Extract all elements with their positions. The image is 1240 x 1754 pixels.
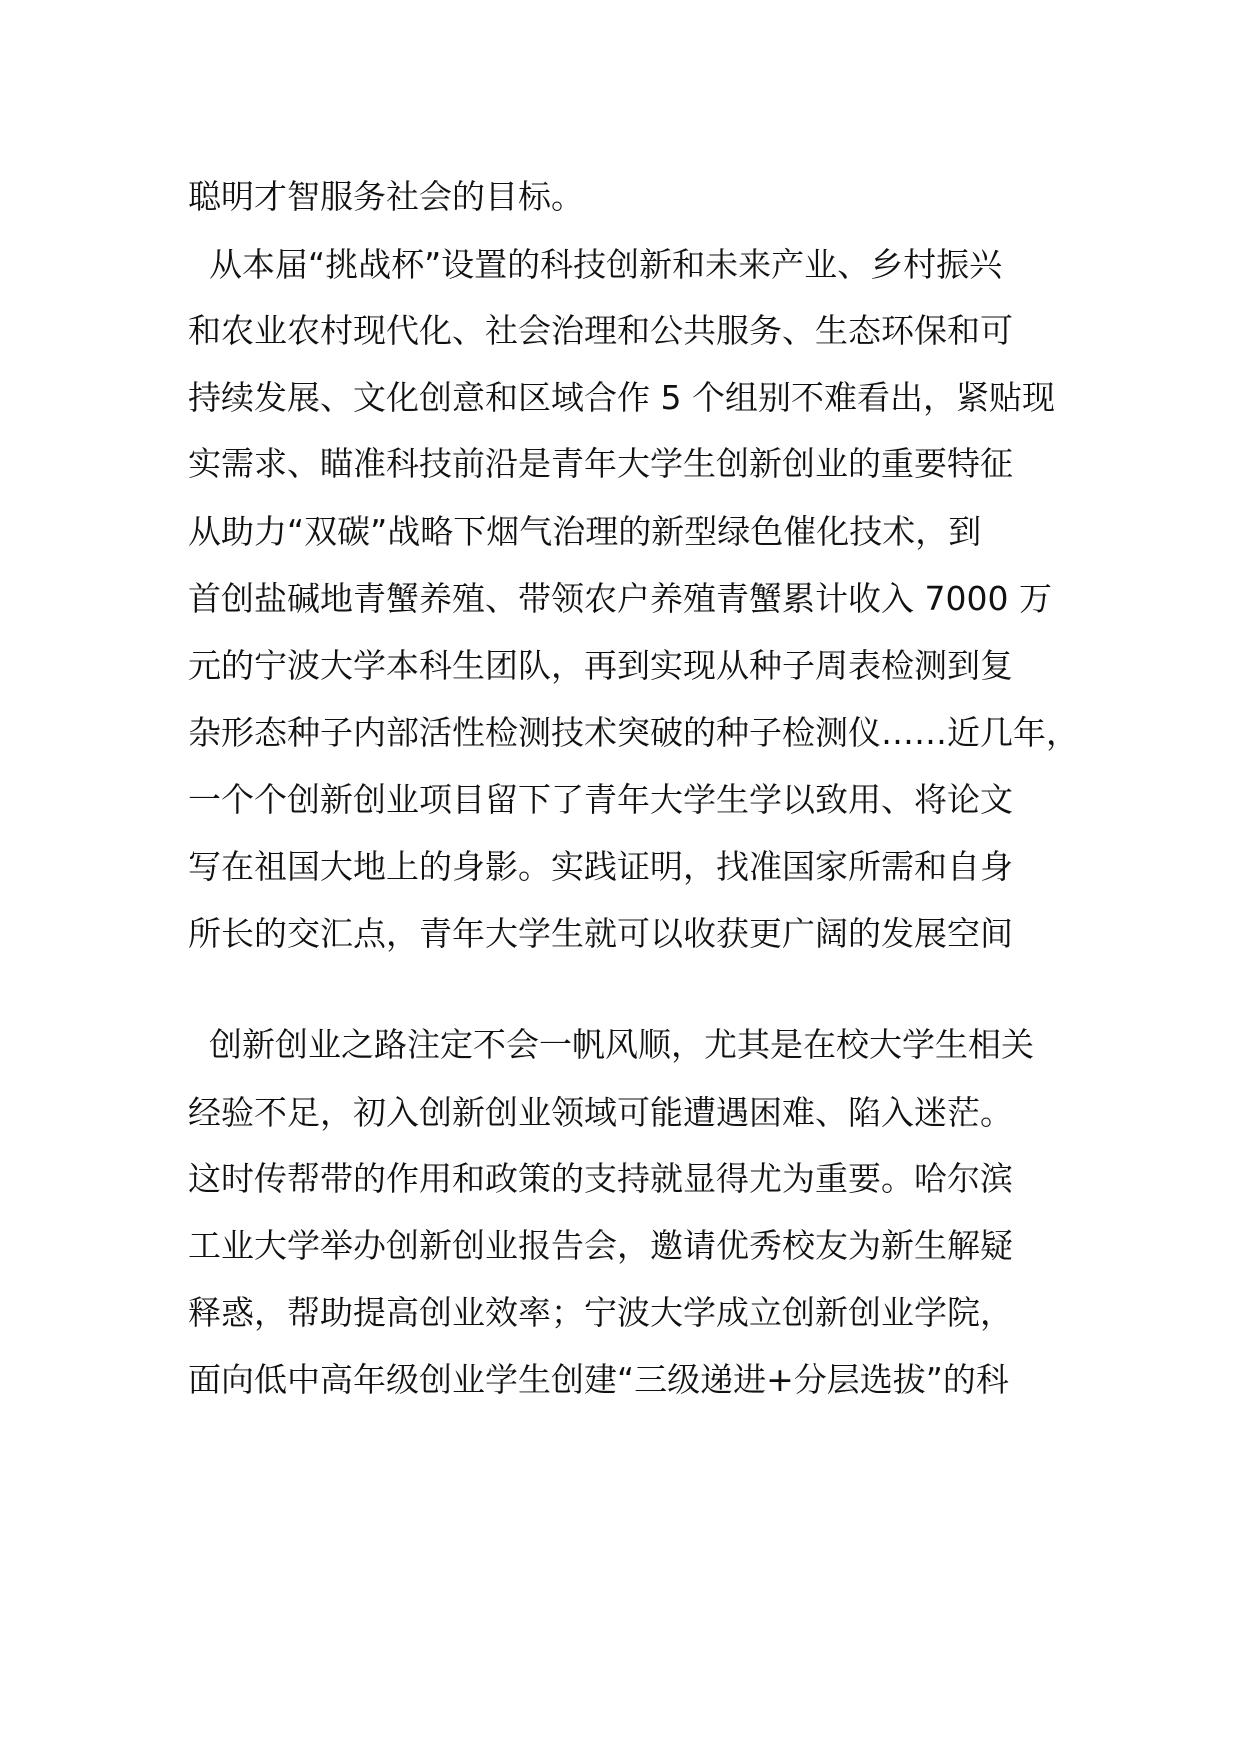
text-line: 首创盐碱地青蟹养殖、带领农户养殖青蟹累计收入 7000 万 <box>188 579 1052 618</box>
paragraph-start-line: 创新创业之路注定不会一帆风顺，尤其是在校大学生相关 <box>188 1025 1034 1064</box>
text-line: 这时传帮带的作用和政策的支持就显得尤为重要。哈尔滨 <box>188 1159 1013 1198</box>
text-line: 一个个创新创业项目留下了青年大学生学以致用、将论文 <box>188 780 1013 819</box>
text-line: 经验不足，初入创新创业领域可能遭遇困难、陷入迷茫。 <box>188 1093 1013 1132</box>
text-line: 聪明才智服务社会的目标。 <box>188 177 584 216</box>
paragraph-start-line: 从本届“挑战杯”设置的科技创新和未来产业、乡村振兴 <box>188 245 1003 284</box>
text-line: 实需求、瞄准科技前沿是青年大学生创新创业的重要特征 <box>188 444 1013 483</box>
text-line: 工业大学举办创新创业报告会，邀请优秀校友为新生解疑 <box>188 1226 1013 1265</box>
text-line: 元的宁波大学本科生团队，再到实现从种子周表检测到复 <box>188 646 1013 685</box>
text-line: 从助力“双碳”战略下烟气治理的新型绿色催化技术，到 <box>188 512 982 551</box>
text-line: 面向低中高年级创业学生创建“三级递进+分层选拔”的科 <box>188 1360 1009 1399</box>
text-line: 写在祖国大地上的身影。实践证明，找准国家所需和自身 <box>188 847 1013 886</box>
text-line: 持续发展、文化创意和区域合作 5 个组别不难看出，紧贴现 <box>188 378 1055 417</box>
text-line: 释惑，帮助提高创业效率；宁波大学成立创新创业学院， <box>188 1293 1013 1332</box>
text-line: 杂形态种子内部活性检测技术突破的种子检测仪……近几年， <box>188 713 1079 752</box>
text-line: 和农业农村现代化、社会治理和公共服务、生态环保和可 <box>188 311 1013 350</box>
text-line: 所长的交汇点，青年大学生就可以收获更广阔的发展空间 <box>188 914 1013 953</box>
